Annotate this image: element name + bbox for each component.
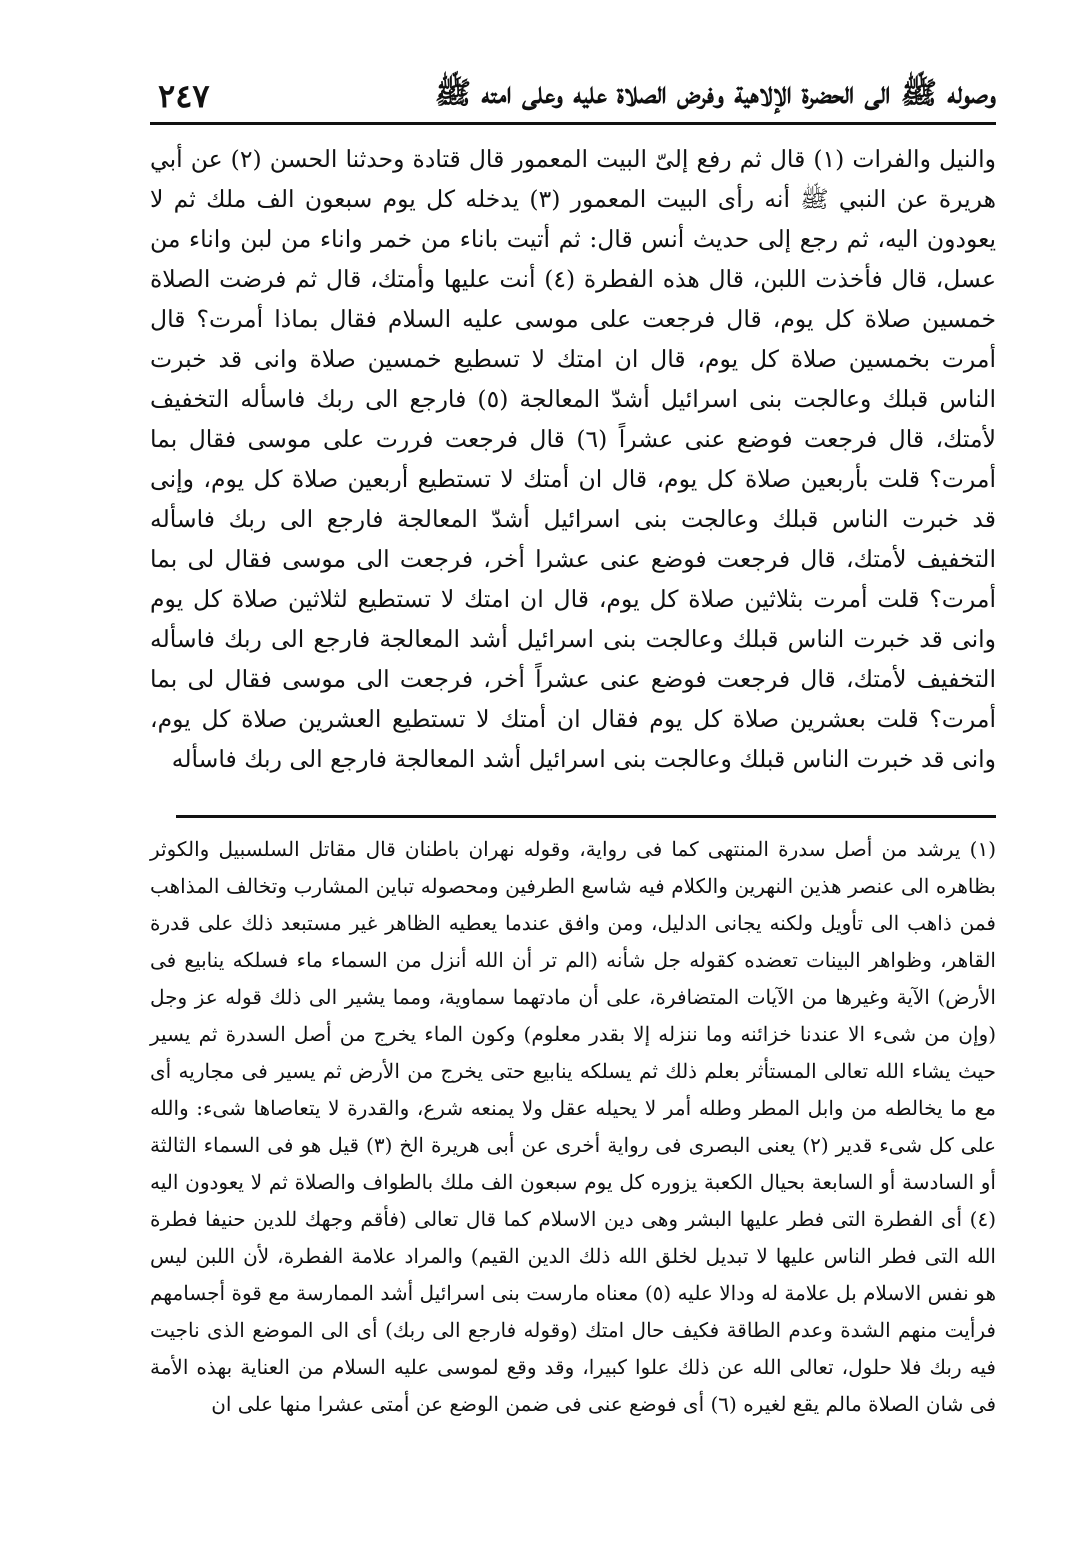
main-text [150,139,996,779]
running-title: وصوله ﷺ الى الحضرة الإلاهية وفرض الصلاة عليه وعلى امته ﷺ [434,75,996,111]
page-number: ٢٤٧ [158,77,210,115]
main-paragraph: والنيل والفرات (١) قال ثم رفع إلىّ البيت المعمور قال قتادة وحدثنا الحسن (٢) عن أبي هريرة عن النبي ﷺ أنه رأى البيت المعمور (٣) يدخله كل يوم سبعون الف ملك ثم لا يعودون اليه، ثم رجع إلى حديث أنس قال: ثم أتيت باناء من خمر واناء من لبن واناء من عسل، قال فأخذت اللبن، قال هذه الفطرة (٤) أنت عليها وأمتك، قال ثم فرضت الصلاة خمسين صلاة كل يوم، قال فرجعت على موسى عليه السلام فقال بماذا أمرت؟ قال أمرت بخمسين صلاة كل يوم، قال ان امتك لا تسطيع خمسين صلاة وانى قد خبرت الناس قبلك وعالجت بنى اسرائيل أشدّ المعالجة (٥) فارجع الى ربك فاسأله التخفيف لأمتك، قال فرجعت فوضع عنى عشراً (٦) قال فرجعت فررت على موسى فقال بما أمرت؟ قلت بأربعين صلاة كل يوم، قال ان أمتك لا تستطيع أربعين صلاة كل يوم، وإنى قد خبرت الناس قبلك وعالجت بنى اسرائيل أشدّ المعالجة فارجع الى ربك فاسأله التخفيف لأمتك، قال فرجعت فوضع عنى عشرا أخر، فرجعت الى موسى فقال لى بما أمرت؟ قلت أمرت بثلاثين صلاة كل يوم، قال ان امتك لا تستطيع لثلاثين صلاة كل يوم وانى قد خبرت الناس قبلك وعالجت بنى اسرائيل أشد المعالجة فارجع الى ربك فاسأله التخفيف لأمتك، قال فرجعت فوضع عنى عشراً أخر، فرجعت الى موسى فقال لى بما أمرت؟ قلت بعشرين صلاة كل يوم فقال ان أمتك لا تستطيع العشرين صلاة كل يوم، وانى قد خبرت الناس قبلك وعالجت بنى اسرائيل أشد المعالجة فارجع الى ربك فاسأله [150,145,996,773]
footnotes [150,831,996,1423]
page-header [150,70,996,125]
footnotes-text: (١) يرشد من أصل سدرة المنتهى كما فى رواية، وقوله نهران باطنان قال مقاتل السلسبيل والكوثر بظاهره الى عنصر هذين النهرين والكلام فيه شاسع الطرفين ومحصوله تباين المشارب وتخالف المذاهب فمن ذاهب الى تأويل ولكنه يجانى الدليل، ومن وافق عندما يعطيه الظاهر غير مستبعد ذلك على قدرة القاهر، وظواهر البينات تعضده كقوله جل شأنه (الم تر أن الله أنزل من السماء ماء فسلكه ينابيع فى الأرض) الآية وغيرها من الآيات المتضافرة، على أن مادتهما سماوية، ومما يشير الى ذلك قوله عز وجل (وإن من شىء الا عندنا خزائنه وما ننزله إلا بقدر معلوم) وكون الماء يخرج من أصل السدرة ثم يسير حيث يشاء الله تعالى المستأثر بعلم ذلك ثم يسلكه ينابيع حتى يخرج من الأرض ثم يسير فى مجاريه أى مع ما يخالطه من وابل المطر وطله أمر لا يحيله عقل ولا يمنعه شرع، والقدرة لا يتعاصاها شىء: والله على كل شىء قدير (٢) يعنى البصرى فى رواية أخرى عن أبى هريرة الخ (٣) قيل هو فى السماء الثالثة أو السادسة أو السابعة بحيال الكعبة يزوره كل يوم سبعون الف ملك بالطواف والصلاة ثم لا يعودون اليه (٤) أى الفطرة التى فطر عليها البشر وهى دين الاسلام كما قال تعالى (فأقم وجهك للدين حنيفا فطرة الله التى فطر الناس عليها لا تبديل لخلق الله ذلك الدين القيم) والمراد علامة الفطرة، لأن اللبن ليس هو نفس الاسلام بل علامة له ودالا عليه (٥) معناه مارست بنى اسرائيل أشد الممارسة مع قوة أجسامهم فرأيت منهم الشدة وعدم الطاقة فكيف حال امتك (وقوله فارجع الى ربك) أى الى الموضع الذى ناجيت فيه ربك فلا حلول، تعالى الله عن ذلك علوا كبيرا، وقد وقع لموسى عليه السلام من العناية بهذه الأمة فى شان الصلاة مالم يقع لغيره (٦) أى فوضع عنى فى ضمن الوضع عن أمتى عشرا منها على ان [150,837,997,1416]
footnote-divider [176,815,996,818]
